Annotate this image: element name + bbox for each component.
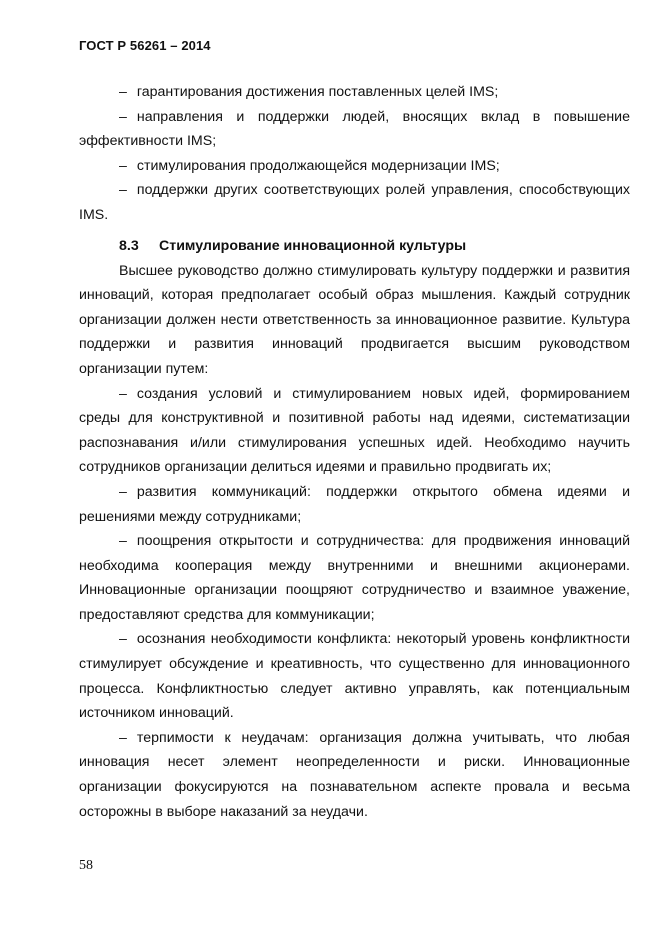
section-number: 8.3: [119, 237, 139, 254]
list-item-text: создания условий и стимулированием новых идей, формированием среды для конструктивной и позитивной работы над идеями, систематизации распознавания и/или стимулирования успешных идей. Необходимо научить сотрудников организации делиться идеями и правильно продвигать их;: [79, 385, 630, 476]
page-number: 58: [79, 858, 93, 873]
list-item: [79, 529, 630, 627]
list-item-text: направления и поддержки людей, вносящих вклад в повышение эффективности IMS;: [79, 108, 630, 150]
section-title: Стимулирование инновационной культуры: [159, 237, 467, 254]
list-item-text: развития коммуникаций: поддержки открытого обмена идеями и решениями между сотрудниками;: [79, 483, 630, 525]
list-item-text: гарантирования достижения поставленных целей IMS;: [136, 84, 499, 100]
list-item: [79, 480, 630, 529]
list-dash: –: [119, 157, 127, 174]
list-dash: –: [119, 483, 127, 500]
list-item: [79, 726, 630, 824]
list-item: [79, 178, 630, 227]
list-item: [79, 627, 630, 725]
page-body: [79, 80, 630, 824]
list-dash: –: [119, 108, 127, 125]
list-dash: –: [119, 729, 127, 746]
list-dash: –: [119, 631, 127, 648]
list-item-text: поддержки других соответствующих ролей управления, способствующих IMS.: [79, 182, 630, 223]
section-intro-paragraph: Высшее руководство должно стимулировать культуру поддержки и развития инноваций, которая предполагает особый образ мышления. Каждый сотрудник организации должен нести ответственность за инновационное развитие. Культура поддержки и развития инноваций продвигается высшим руководством организации путем:: [79, 262, 630, 377]
list-item-text: стимулирования продолжающейся модернизации IMS;: [136, 157, 500, 174]
section-heading: [79, 234, 630, 259]
list-item: [79, 154, 630, 179]
list-item: [79, 80, 630, 105]
list-dash: –: [119, 182, 127, 199]
list-item-text: поощрения открытости и сотрудничества: для продвижения инноваций необходима кооперация между внутренними и внешними акционерами. Инновационные организации поощряют сотрудничество и взаимное уважение, предоставляют средства для коммуникации;: [79, 533, 630, 623]
list-dash: –: [119, 84, 127, 100]
list-item: [79, 105, 630, 154]
list-dash: –: [119, 533, 127, 550]
document-header: ГОСТ Р 56261 – 2014: [79, 38, 211, 53]
list-item-text: терпимости к неудачам: организация должна учитывать, что любая инновация несет элемент неопределенности и риски. Инновационные организации фокусируются на познавательном аспекте провала и весьма осторожны в выборе наказаний за неудачи.: [79, 729, 630, 820]
list-dash: –: [119, 385, 127, 402]
list-item-text: осознания необходимости конфликта: некоторый уровень конфликтности стимулирует обсуждение и креативность, что существенно для инновационного процесса. Конфликтностью следует активно управлять, как потенциальным источником инноваций.: [79, 631, 630, 722]
list-item: [79, 382, 630, 480]
